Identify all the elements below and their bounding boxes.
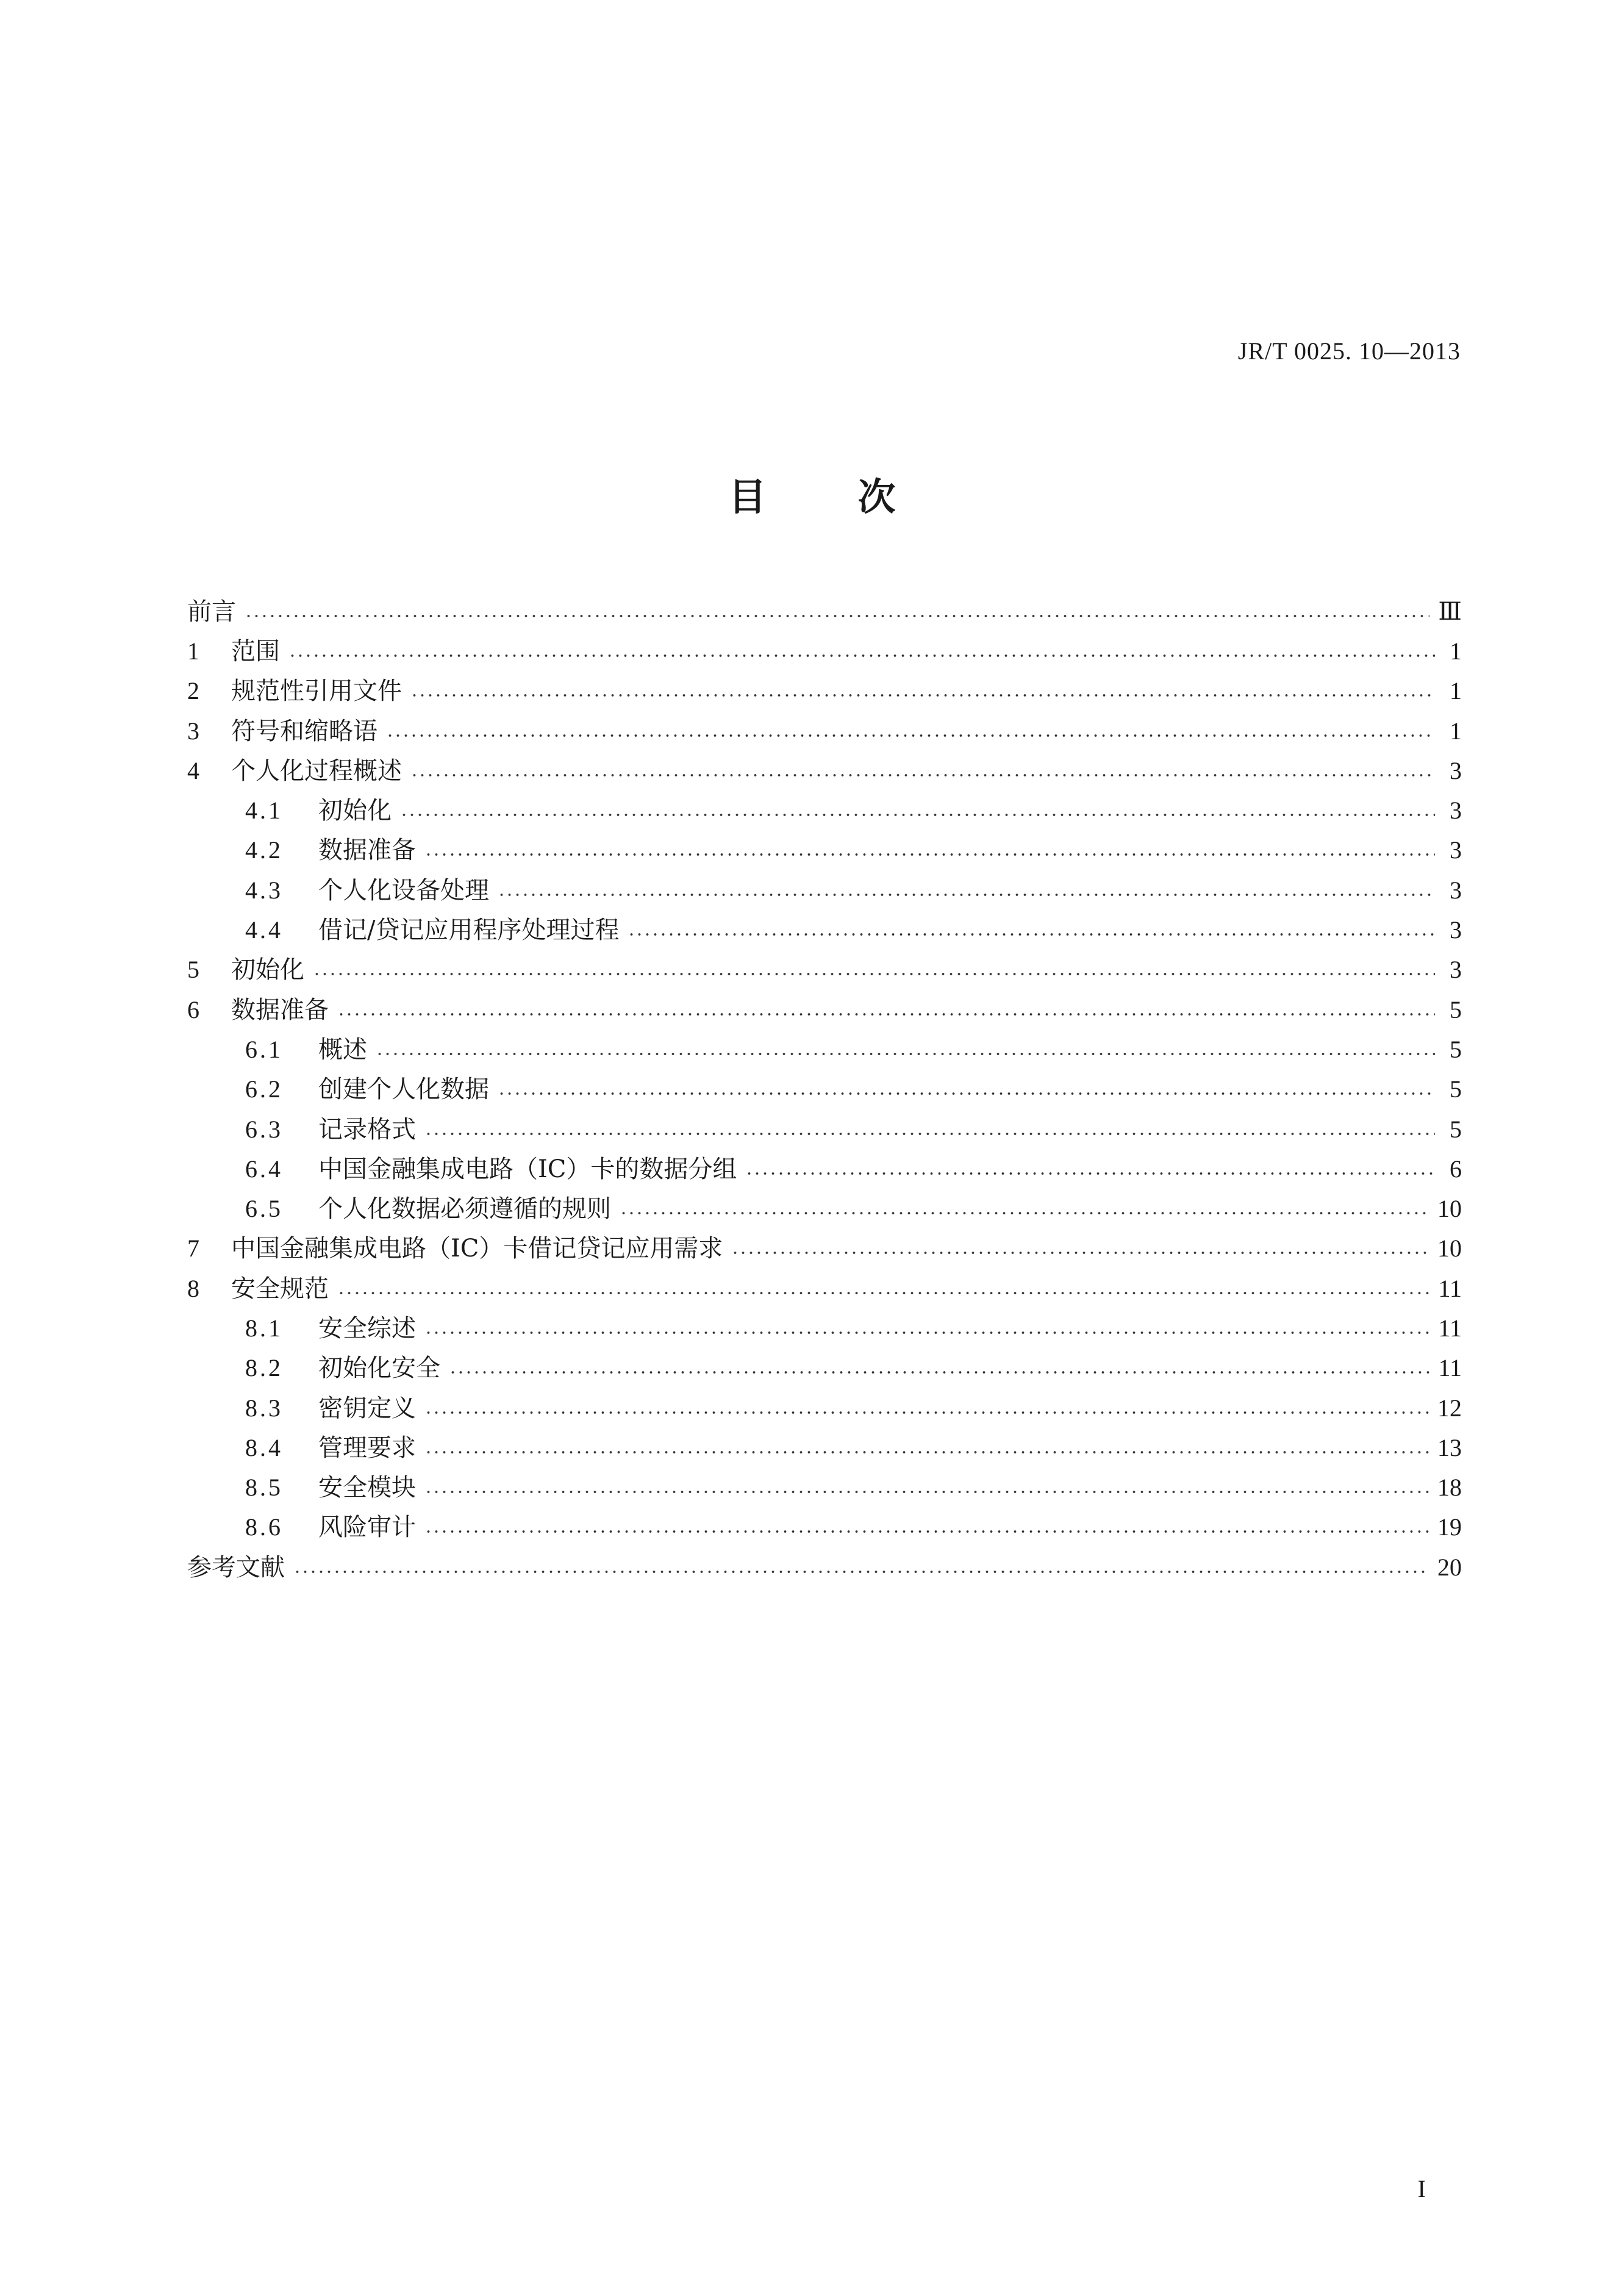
toc-entry-number: 8.3 [245, 1394, 283, 1422]
toc-entry-title: 记录格式 [318, 1115, 416, 1144]
toc-entry-title: 个人化过程概述 [231, 756, 402, 785]
toc-entry[interactable] [187, 1109, 1462, 1149]
toc-entry-title: 密钥定义 [318, 1394, 416, 1422]
toc-dot-leader [424, 1489, 1429, 1495]
toc-entry-page: 19 [1437, 1513, 1462, 1541]
toc-dot-leader [620, 1210, 1429, 1216]
toc-entry-page: 1 [1450, 677, 1462, 705]
toc-entry-title: 数据准备 [231, 995, 329, 1024]
toc-entry-page: 1 [1450, 717, 1462, 745]
toc-entry[interactable] [187, 1349, 1462, 1388]
toc-entry-title: 参考文献 [187, 1553, 285, 1582]
toc-entry-number: 3 [187, 717, 199, 745]
toc-dot-leader [337, 1011, 1435, 1017]
toc-entry-number: 5 [187, 956, 199, 984]
toc-dot-leader [498, 892, 1435, 898]
toc-entry-page: 3 [1450, 956, 1462, 984]
toc-entry-title: 初始化 [318, 797, 392, 825]
toc-entry-title: 管理要求 [318, 1433, 416, 1462]
toc-entry-title: 初始化安全 [318, 1354, 440, 1383]
toc-entry-number: 8 [187, 1274, 199, 1302]
toc-entry-number: 8.6 [245, 1513, 283, 1541]
toc-entry-page: 13 [1437, 1433, 1462, 1461]
toc-entry-title: 风险审计 [318, 1513, 416, 1542]
toc-entry[interactable] [187, 1547, 1462, 1587]
toc-entry-title: 借记/贷记应用程序处理过程 [318, 916, 620, 945]
page-number: I [1417, 2175, 1426, 2202]
toc-entry-title: 安全综述 [318, 1314, 416, 1342]
toc-entry-page: 3 [1450, 756, 1462, 784]
toc-entry-number: 4.2 [245, 836, 283, 864]
toc-dot-leader [245, 613, 1429, 619]
toc-entry-page: 12 [1437, 1394, 1462, 1422]
toc-entry[interactable] [187, 672, 1462, 711]
toc-dot-leader [628, 931, 1435, 937]
toc-entry-title: 概述 [318, 1035, 367, 1064]
toc-entry-number: 7 [187, 1235, 199, 1263]
toc-entry-number: 6.4 [245, 1155, 283, 1183]
toc-entry-title: 中国金融集成电路（IC）卡的数据分组 [318, 1155, 737, 1183]
toc-entry[interactable] [187, 1030, 1462, 1069]
toc-entry-page: 5 [1450, 995, 1462, 1023]
toc-dot-leader [410, 772, 1435, 778]
toc-entry[interactable] [187, 990, 1462, 1030]
page-title [0, 467, 1624, 521]
toc-entry-title: 个人化设备处理 [318, 876, 489, 905]
toc-dot-leader [731, 1250, 1429, 1256]
toc-entry-number: 8.2 [245, 1354, 283, 1382]
toc-entry[interactable] [187, 631, 1462, 671]
toc-entry-page: 3 [1450, 797, 1462, 825]
toc-entry[interactable] [187, 1428, 1462, 1468]
toc-entry[interactable] [187, 1189, 1462, 1228]
toc-entry[interactable] [187, 790, 1462, 830]
toc-dot-leader [424, 1529, 1429, 1535]
toc-entry-number: 6.3 [245, 1115, 283, 1143]
toc-entry-page: 10 [1437, 1195, 1462, 1223]
toc-entry[interactable] [187, 1070, 1462, 1109]
toc-entry-number: 4.1 [245, 797, 283, 825]
toc-dot-leader [424, 851, 1435, 858]
toc-dot-leader [386, 733, 1435, 739]
toc-entry[interactable] [187, 711, 1462, 751]
toc-dot-leader [424, 1131, 1435, 1137]
toc-dot-leader [498, 1091, 1435, 1097]
title-char-2: 次 [857, 475, 896, 519]
toc-entry-number: 8.1 [245, 1314, 283, 1342]
toc-entry-number: 4.4 [245, 916, 283, 944]
toc-entry-title: 初始化 [231, 956, 304, 984]
toc-entry-page: 11 [1438, 1354, 1462, 1382]
toc-entry-page: 3 [1450, 876, 1462, 904]
toc-entry[interactable] [187, 751, 1462, 790]
title-char-1: 目 [728, 475, 767, 519]
toc-entry-number: 1 [187, 637, 199, 665]
toc-entry-page: 20 [1437, 1553, 1462, 1581]
toc-entry-number: 6.1 [245, 1035, 283, 1063]
toc-dot-leader [293, 1569, 1429, 1575]
toc-dot-leader [288, 653, 1435, 659]
toc-entry-page: 6 [1450, 1155, 1462, 1183]
toc-entry[interactable] [187, 1229, 1462, 1269]
toc-dot-leader [449, 1369, 1429, 1375]
toc-entry-title: 数据准备 [318, 836, 416, 865]
toc-entry[interactable] [187, 1388, 1462, 1428]
toc-dot-leader [400, 812, 1435, 818]
toc-entry-title: 安全模块 [318, 1474, 416, 1502]
toc-entry[interactable] [187, 592, 1462, 631]
toc-entry-title: 安全规范 [231, 1274, 329, 1303]
toc-entry-title: 个人化数据必须遵循的规则 [318, 1195, 611, 1224]
toc-entry-page: 3 [1450, 836, 1462, 864]
toc-entry[interactable] [187, 1149, 1462, 1189]
toc-entry-page: 18 [1437, 1474, 1462, 1502]
toc-dot-leader [424, 1330, 1429, 1336]
toc-dot-leader [376, 1051, 1435, 1057]
toc-entry-title: 规范性引用文件 [231, 677, 402, 706]
toc-entry-number: 6.2 [245, 1075, 283, 1103]
toc-entry-page: Ⅲ [1438, 597, 1462, 625]
toc-entry-page: 1 [1450, 637, 1462, 665]
table-of-contents [187, 592, 1462, 1587]
toc-entry[interactable] [187, 831, 1462, 870]
standard-code: JR/T 0025. 10—2013 [1237, 337, 1461, 365]
toc-entry-number: 4.3 [245, 876, 283, 904]
toc-entry-number: 4 [187, 756, 199, 784]
toc-entry[interactable] [187, 1308, 1462, 1348]
toc-entry[interactable] [187, 1468, 1462, 1508]
toc-dot-leader [745, 1170, 1435, 1177]
toc-entry-number: 6.5 [245, 1195, 283, 1223]
toc-entry-title: 范围 [231, 637, 280, 665]
toc-entry-page: 3 [1450, 916, 1462, 944]
toc-entry-number: 8.5 [245, 1474, 283, 1502]
toc-entry-page: 10 [1437, 1235, 1462, 1263]
toc-dot-leader [337, 1290, 1429, 1296]
toc-entry-page: 5 [1450, 1075, 1462, 1103]
toc-dot-leader [410, 692, 1435, 698]
toc-dot-leader [424, 1410, 1429, 1416]
toc-dot-leader [313, 971, 1435, 977]
toc-entry[interactable] [187, 950, 1462, 990]
toc-entry-title: 符号和缩略语 [231, 717, 377, 745]
toc-entry-page: 5 [1450, 1115, 1462, 1143]
toc-entry-page: 11 [1438, 1314, 1462, 1342]
toc-entry[interactable] [187, 870, 1462, 910]
toc-entry-number: 2 [187, 677, 199, 705]
toc-entry-title: 创建个人化数据 [318, 1075, 489, 1104]
toc-entry[interactable] [187, 1508, 1462, 1547]
toc-entry-page: 5 [1450, 1035, 1462, 1063]
toc-entry-number: 6 [187, 995, 199, 1023]
toc-entry-page: 11 [1438, 1274, 1462, 1302]
toc-dot-leader [424, 1449, 1429, 1455]
toc-entry[interactable] [187, 1269, 1462, 1308]
toc-entry-number: 8.4 [245, 1433, 283, 1461]
toc-entry[interactable] [187, 910, 1462, 950]
toc-entry-title: 中国金融集成电路（IC）卡借记贷记应用需求 [231, 1235, 723, 1263]
toc-entry-title: 前言 [187, 597, 236, 626]
